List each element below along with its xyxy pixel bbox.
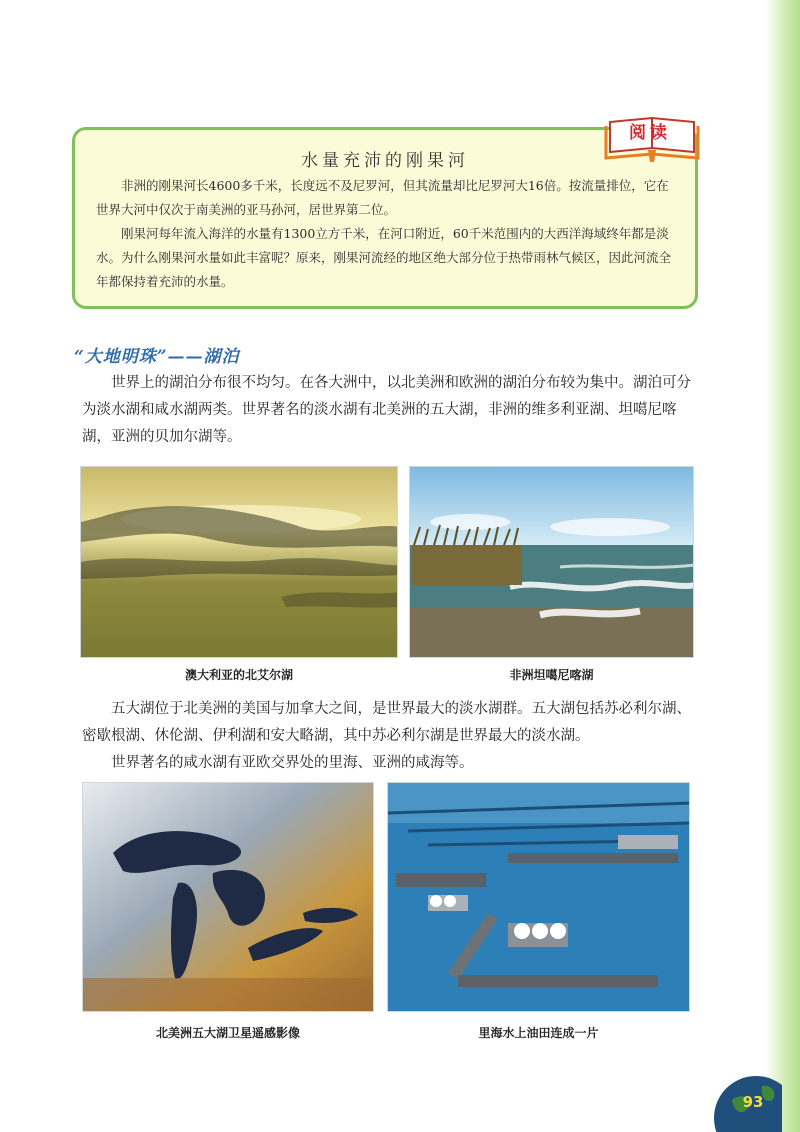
photo-caption: 澳大利亚的北艾尔湖	[184, 668, 293, 682]
body-paragraph: 世界上的湖泊分布很不均匀。在各大洲中，以北美洲和欧洲的湖泊分布较为集中。湖泊可分为淡水湖和咸水湖两类。世界著名的淡水湖有北美洲的五大湖，非洲的维多利亚湖、坦噶尼喀湖，亚洲的贝加尔湖等。	[82, 375, 691, 445]
great-lakes-satellite-image	[83, 783, 374, 1012]
photo-lake-tanganyika	[409, 466, 694, 658]
reading-badge-label: 阅读	[629, 123, 671, 143]
lake-eyre-image	[81, 467, 398, 658]
page-number: 93	[742, 1093, 764, 1111]
photo-caspian-oilfield	[387, 782, 690, 1012]
lake-tanganyika-image	[410, 467, 694, 658]
reading-paragraph: 刚果河每年流入海洋的水量有1300立方千米，在河口附近，60千米范围内的大西洋海域终年都是淡水。为什么刚果河水量如此丰富呢？原来，刚果河流经的地区绝大部分位于热带雨林气候区，因此河流全年都保持着充沛的水量。	[96, 226, 672, 289]
page-edge-band	[766, 0, 800, 1132]
body-paragraph: 五大湖位于北美洲的美国与加拿大之间，是世界最大的淡水湖群。五大湖包括苏必利尔湖、密歇根湖、休伦湖、伊利湖和安大略湖，其中苏必利尔湖是世界最大的淡水湖。	[82, 701, 691, 744]
photo-caption: 里海水上油田连成一片	[478, 1026, 599, 1040]
photo-great-lakes	[82, 782, 374, 1012]
body-paragraph: 世界著名的咸水湖有亚欧交界处的里海、亚洲的咸海等。	[111, 755, 474, 771]
reading-title: 水量充沛的刚果河	[301, 151, 469, 171]
photo-lake-eyre	[80, 466, 398, 658]
caspian-oilfield-image	[388, 783, 690, 1012]
section-heading: “大地明珠”——湖泊	[74, 347, 240, 367]
photo-caption: 北美洲五大湖卫星遥感影像	[155, 1026, 300, 1040]
photo-caption: 非洲坦噶尼喀湖	[509, 668, 594, 682]
reading-paragraph: 非洲的刚果河长4600多千米，长度远不及尼罗河，但其流量却比尼罗河大16倍。按流量排位，它在世界大河中仅次于南美洲的亚马孙河，居世界第二位。	[96, 178, 669, 217]
